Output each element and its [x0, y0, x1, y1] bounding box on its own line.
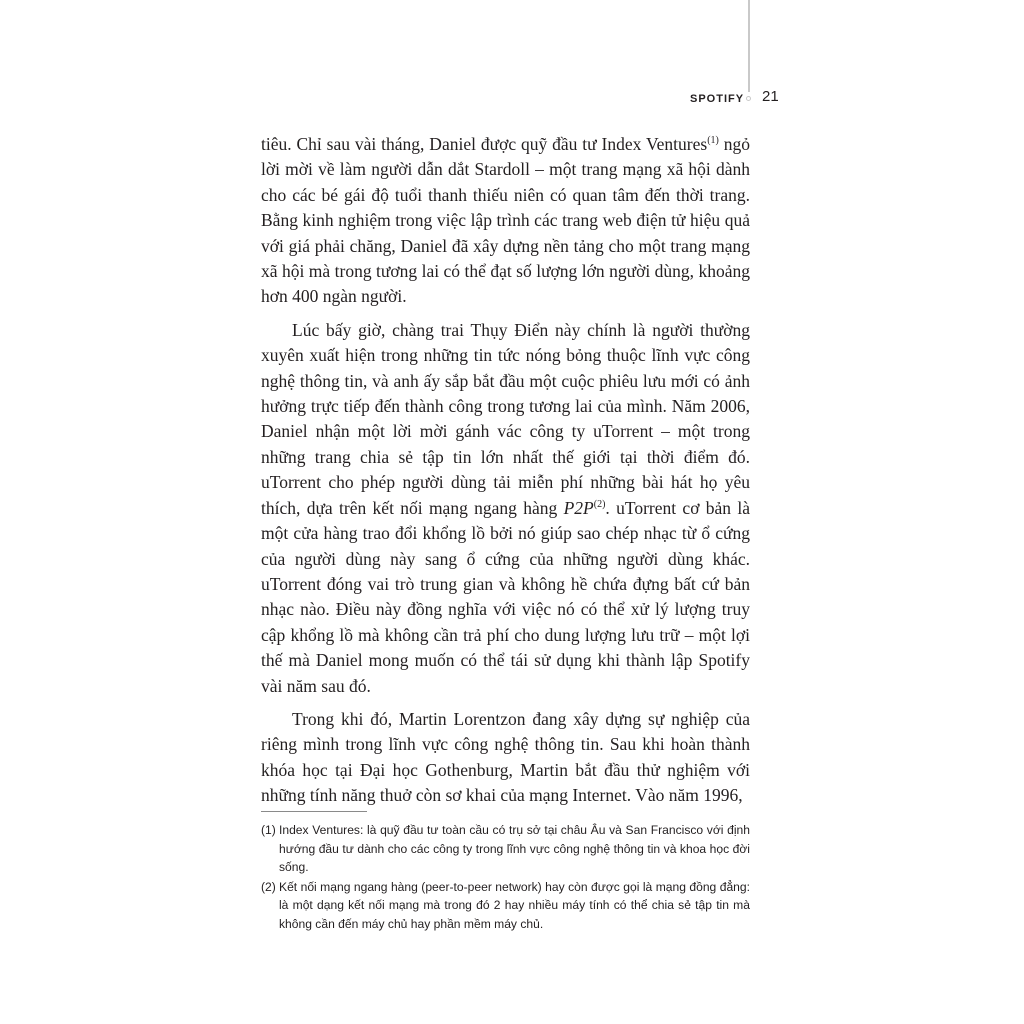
footnote-ref-2: (2) — [593, 498, 606, 510]
paragraph-1-part-a: tiêu. Chỉ sau vài tháng, Daniel được quỹ đầu tư Index Ventures — [261, 134, 708, 154]
footnote-2 — [261, 878, 750, 934]
footnote-1-number: (1) — [261, 823, 276, 837]
footnote-1 — [261, 821, 750, 877]
footnote-1-text: Index Ventures: là quỹ đầu tư toàn cầu có trụ sở tại châu Âu và San Francisco với định hướng đầu tư dành cho các công ty trong lĩnh vực công nghệ thông tin và khoa học đời sống. — [279, 823, 750, 874]
header-vertical-rule — [748, 0, 750, 92]
paragraph-2-part-a: Lúc bấy giờ, chàng trai Thụy Điển này chính là người thường xuyên xuất hiện trong những tin tức nóng bỏng thuộc lĩnh vực công nghệ thông tin, và anh ấy sắp bắt đầu một cuộc phiêu lưu mới có ảnh hưởng trực tiếp đến thành công trong tương lai của mình. Năm 2006, Daniel nhận một lời mời gánh vác công ty uTorrent – một trong những trang chia sẻ tập tin lớn nhất thế giới tại thời điểm đó. uTorrent cho phép người dùng tải miễn phí những bài hát họ yêu thích, dựa trên kết nối mạng ngang hàng — [261, 319, 750, 518]
footnotes — [261, 821, 750, 934]
running-head-title: SPOTIFY — [690, 93, 745, 105]
page-number: 21 — [762, 88, 779, 105]
footnote-2-text: Kết nối mạng ngang hàng (peer-to-peer network) hay còn được gọi là mạng đồng đẳng: là một dạng kết nối mạng mà trong đó 2 hay nhiều máy tính có thể chia sẻ tập tin mà không cần đến máy chủ hay phần mềm máy chủ. — [279, 879, 750, 931]
p2p-term: P2P — [563, 497, 594, 518]
paragraph-1-part-b: ngỏ lời mời về làm người dẫn dắt Stardoll – một trang mạng xã hội dành cho các bé gái độ tuổi thanh thiếu niên có quan tâm đến thời trang. Bằng kinh nghiệm trong việc lập trình các trang web điện tử hiệu quả với giá phải chăng, Daniel đã xây dựng nền tảng cho một trang mạng xã hội mà trong tương lai có thể đạt số lượng lớn người dùng, khoảng hơn 400 ngàn người. — [261, 134, 750, 307]
paragraph-3: Trong khi đó, Martin Lorentzon đang xây dựng sự nghiệp của riêng mình trong lĩnh vực công nghệ thông tin. Sau khi hoàn thành khóa học tại Đại học Gothenburg, Martin bắt đầu thử nghiệm với những tính năng thuở còn sơ khai của mạng Internet. Vào năm 1996, — [261, 708, 750, 806]
paragraph-2 — [261, 318, 750, 699]
footnote-ref-1: (1) — [707, 135, 719, 146]
paragraph-1 — [261, 132, 750, 310]
footnote-separator — [261, 811, 367, 812]
footnote-2-number: (2) — [261, 879, 276, 894]
main-text — [261, 132, 750, 817]
paragraph-2-part-b: . uTorrent cơ bản là một cửa hàng trao đổi khổng lồ bởi nó giúp sao chép nhạc từ ổ cứng của người dùng này sang ổ cứng của những người dùng khác. uTorrent đóng vai trò trung gian và không hề chứa đựng bất cứ bản nhạc nào. Điều này đồng nghĩa với việc nó có thể xử lý lượng truy cập khổng lồ mà không cần trả phí cho dung lượng lưu trữ – một lợi thế mà Daniel mong muốn có thể tái sử dụng khi thành lập Spotify vài năm sau đó. — [261, 497, 751, 696]
header-rule-ornament — [746, 96, 751, 101]
